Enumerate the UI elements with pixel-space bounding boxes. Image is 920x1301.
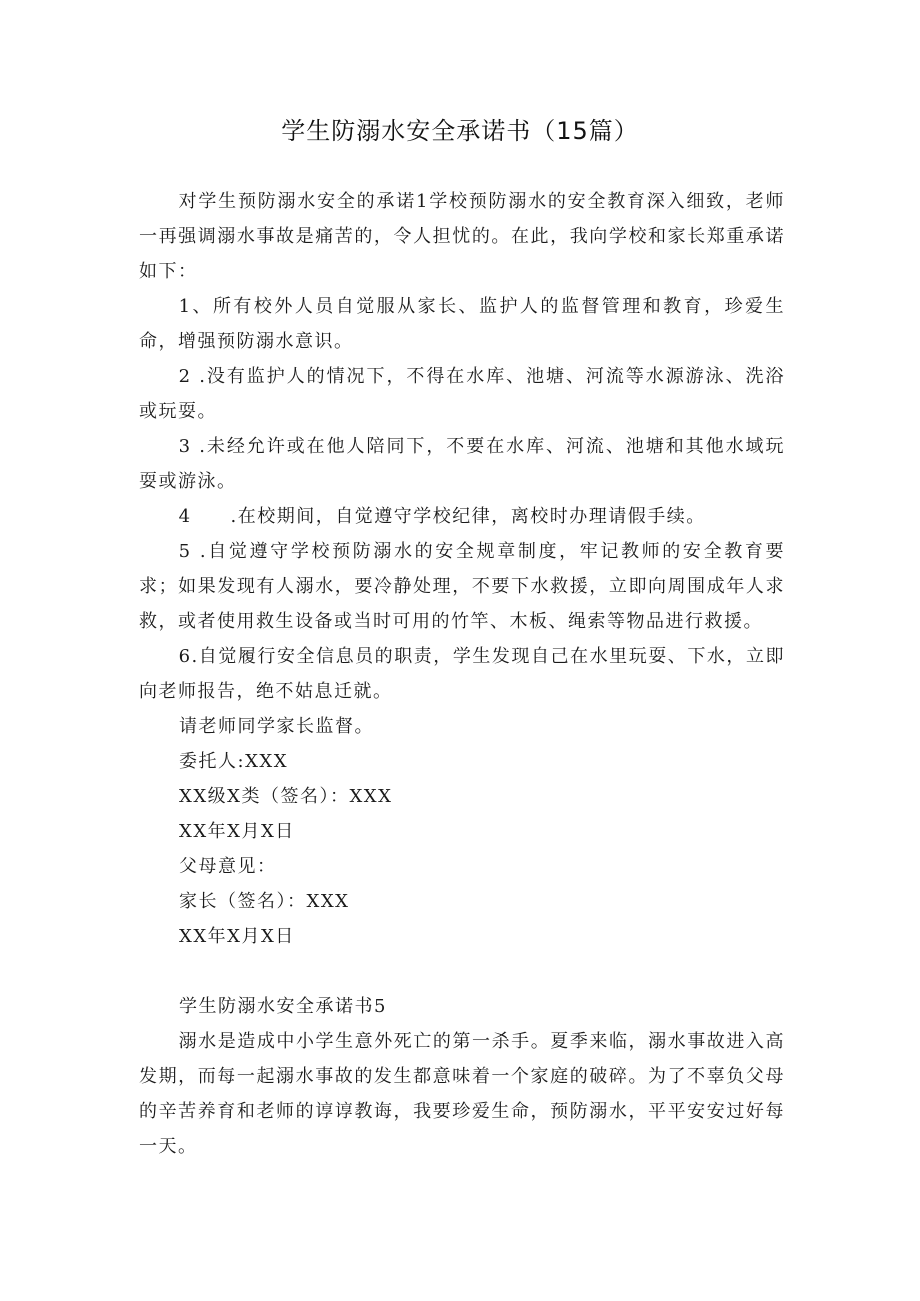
pledge-item-4: 4 .在校期间，自觉遵守学校纪律，离校时办理请假手续。 <box>178 506 706 527</box>
pledge-item-2: 2 .没有监护人的情况下，不得在水库、池塘、河流等水源游泳、洗浴或玩耍。 <box>139 366 785 422</box>
section-body: 溺水是造成中小学生意外死亡的第一杀手。夏季来临，溺水事故进入高发期，而每一起溺水事故的发生都意味着一个家庭的破碎。为了不辜负父母的辛苦养育和老师的谆谆教诲，我要珍爱生命，预防溺水，平平安安过好每一天。 <box>139 1031 785 1157</box>
pledge-item-3: 3 .未经允许或在他人陪同下，不要在水库、河流、池塘和其他水域玩耍或游泳。 <box>139 436 785 492</box>
document-body <box>139 184 785 1164</box>
pledge-item-1: 1、所有校外人员自觉服从家长、监护人的监督管理和教育，珍爱生命，增强预防溺水意识。 <box>139 296 785 352</box>
supervision-line: 请老师同学家长监督。 <box>179 716 374 737</box>
parent-signature-line: 家长（签名）：XXX <box>179 891 350 912</box>
section-heading: 学生防溺水安全承诺书5 <box>179 996 387 1017</box>
date-line: XX年X月X日 <box>179 821 295 842</box>
parent-opinion-line: 父母意见： <box>179 856 277 877</box>
pledge-item-6: 6.自觉履行安全信息员的职责，学生发现自己在水里玩耍、下水，立即向老师报告，绝不姑息迁就。 <box>139 646 785 702</box>
intro-paragraph: 对学生预防溺水安全的承诺1学校预防溺水的安全教育深入细致，老师一再强调溺水事故是痛苦的，令人担忧的。在此，我向学校和家长郑重承诺如下： <box>139 191 785 282</box>
principal-line: 委托人:XXX <box>179 751 289 772</box>
document-title: 学生防溺水安全承诺书（15篇） <box>281 117 639 145</box>
class-signature-line: XX级X类（签名）：XXX <box>179 786 393 807</box>
pledge-item-5: 5 .自觉遵守学校预防溺水的安全规章制度，牢记教师的安全教育要求；如果发现有人溺水，要冷静处理，不要下水救援，立即向周围成年人求救，或者使用救生设备或当时可用的竹竿、木板、绳索等物品进行救援。 <box>139 541 785 632</box>
parent-date-line: XX年X月X日 <box>179 926 295 947</box>
